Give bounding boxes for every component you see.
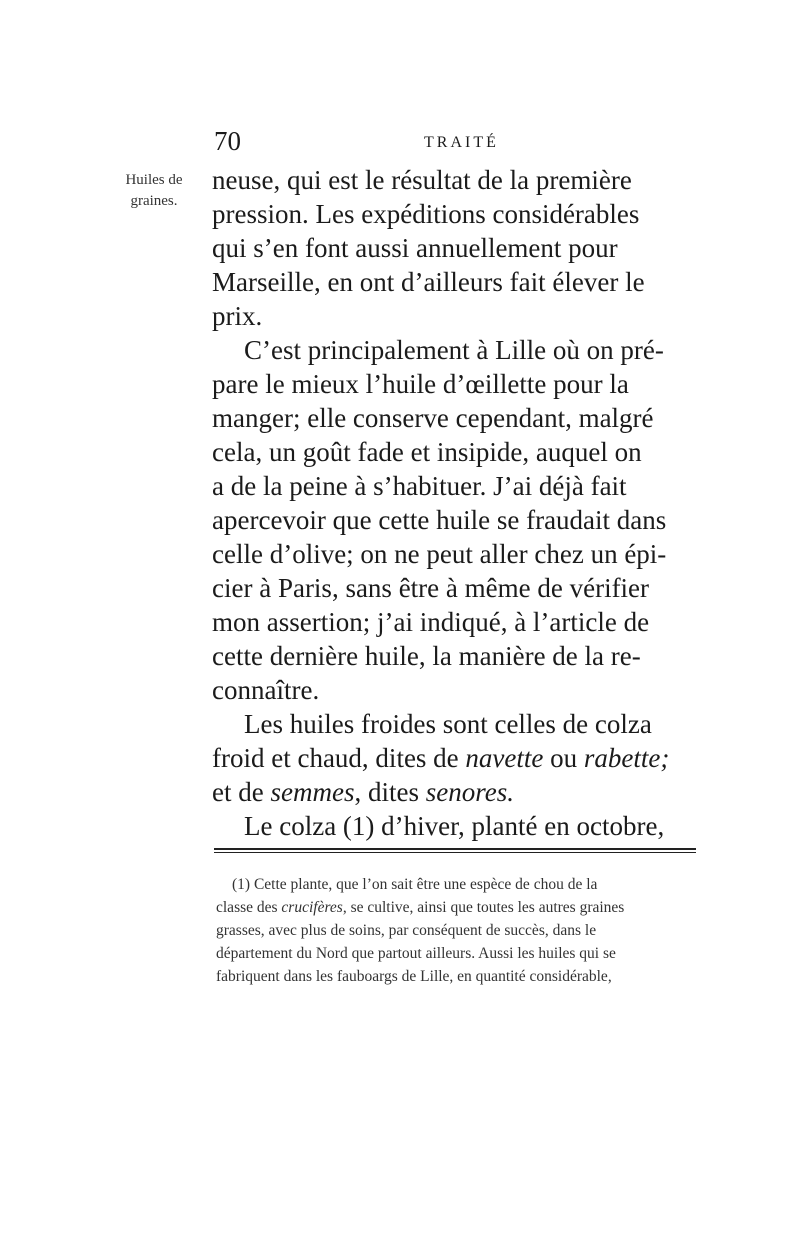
text-line: celle d’olive; on ne peut aller chez un épi- [212,539,667,569]
text-line: froid et chaud, dites de navette ou rabette; [212,743,670,773]
running-head: TRAITÉ [424,134,499,151]
text-line: apercevoir que cette huile se fraudait dans [212,505,667,535]
margin-note-line: graines. [130,193,178,209]
italic-term: senores. [425,777,514,807]
text-line: prix. [212,301,263,331]
text-line: C’est principalement à Lille où on pré- [244,335,664,365]
text-line: a de la peine à s’habituer. J’ai déjà fait [212,471,627,501]
footnote-line: grasses, avec plus de soins, par conséquent de succès, dans le [216,922,597,939]
italic-term: semmes [270,777,355,807]
footnote-rule [214,848,696,853]
footnote-line: fabriquent dans les fauboargs de Lille, en quantité considérable, [216,968,612,985]
text-line: connaître. [212,675,320,705]
text-line: Le colza (1) d’hiver, planté en octobre, [244,811,665,841]
margin-note-line: Huiles de [125,172,183,188]
text-line: qui s’en font aussi annuellement pour [212,233,618,263]
footnote-line: classe des crucifères , se cultive, ainsi que toutes les autres graines [216,896,696,919]
footnote [216,873,696,988]
italic-term: navette [465,743,544,773]
text-line: cela, un goût fade et insipide, auquel on [212,437,642,467]
text-line: mon assertion; j’ai indiqué, à l’article de [212,607,650,637]
text-line: pare le mieux l’huile d’œillette pour la [212,369,629,399]
footnote-line: département du Nord que partout ailleurs. Aussi les huiles qui se [216,945,616,962]
page-header [214,126,694,166]
text-line: Les huiles froides sont celles de colza [244,709,652,739]
footnote-line: (1) Cette plante, que l’on sait être une espèce de chou de la [232,876,598,893]
italic-term: crucifères [281,899,343,916]
margin-note [104,170,204,212]
text-line: pression. Les expéditions considérables [212,199,640,229]
text-line: Marseille, en ont d’ailleurs fait élever le [212,267,645,297]
text-line: et de semmes , dites senores. [212,777,514,807]
text-line: cier à Paris, sans être à même de vérifier [212,573,650,603]
text-line: cette dernière huile, la manière de la re- [212,641,641,671]
italic-term: rabette; [583,743,670,773]
body-text [212,163,698,843]
page-number: 70 [214,126,241,156]
text-line: manger; elle conserve cependant, malgré [212,403,654,433]
text-line: neuse, qui est le résultat de la première [212,165,632,195]
